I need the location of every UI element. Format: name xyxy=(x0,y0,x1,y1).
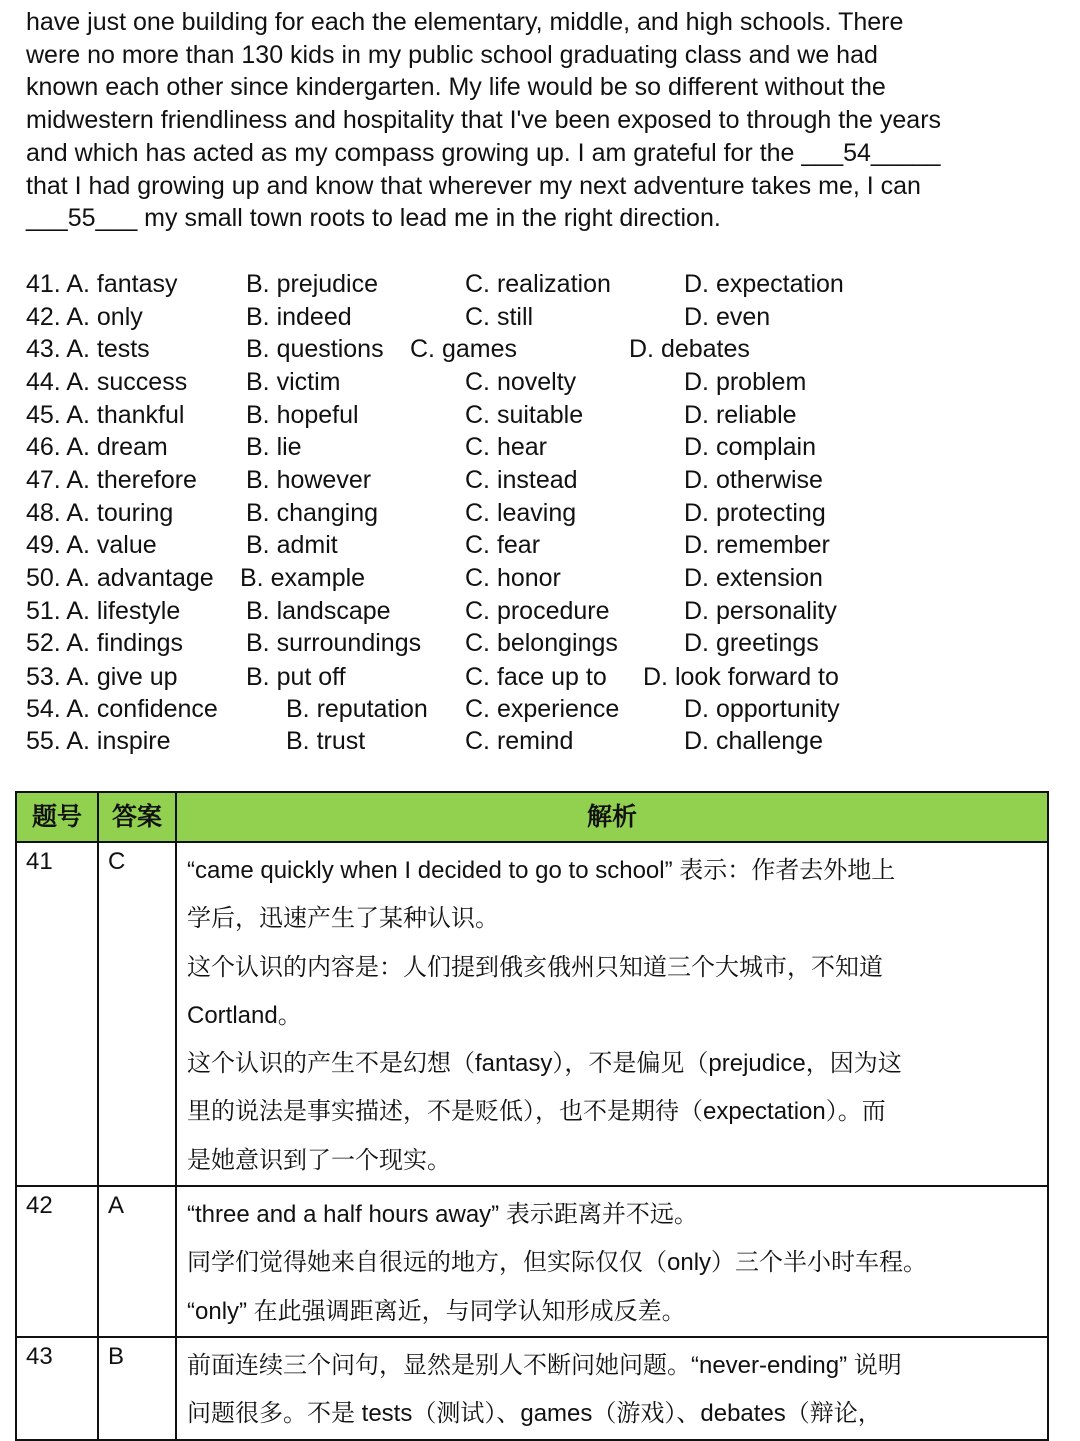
option-d: D. otherwise xyxy=(684,466,823,494)
analysis-line: 同学们觉得她来自很远的地方，但实际仅仅（only）三个半小时车程。 xyxy=(187,1249,928,1277)
option-a: 52. A. findings xyxy=(26,629,184,657)
option-row-55 xyxy=(26,725,1056,757)
option-b: B. example xyxy=(240,564,366,592)
option-a: 43. A. tests xyxy=(26,335,150,363)
option-a: 42. A. only xyxy=(26,303,143,331)
row-num: 43 xyxy=(16,1337,98,1440)
option-b: B. victim xyxy=(246,368,341,396)
option-d: D. reliable xyxy=(684,401,797,429)
option-a: 48. A. touring xyxy=(26,499,174,527)
option-b: B. hopeful xyxy=(246,401,359,429)
option-d: D. even xyxy=(684,303,771,331)
option-row-47 xyxy=(26,464,1056,496)
passage-line: ___55___ my small town roots to lead me in the right direction. xyxy=(26,204,721,233)
passage-line: that I had growing up and know that wherever my next adventure takes me, I can xyxy=(26,171,921,200)
analysis-line: 前面连续三个问句，显然是别人不断问她问题。“never-ending” 说明 xyxy=(187,1351,902,1379)
option-a: 50. A. advantage xyxy=(26,564,214,592)
option-row-43 xyxy=(26,333,1056,365)
option-b: B. lie xyxy=(246,433,302,461)
passage-text xyxy=(26,6,1056,235)
option-a: 44. A. success xyxy=(26,368,188,396)
table-row xyxy=(16,842,1048,1186)
option-d: D. look forward to xyxy=(643,663,839,691)
option-b: B. changing xyxy=(246,499,379,527)
option-c: C. still xyxy=(465,303,534,331)
option-d: D. challenge xyxy=(684,727,823,755)
option-b: B. landscape xyxy=(246,597,391,625)
option-c: C. novelty xyxy=(465,368,577,396)
option-d: D. remember xyxy=(684,531,830,559)
row-answer: A xyxy=(98,1186,176,1337)
option-b: B. put off xyxy=(246,663,346,691)
option-d: D. expectation xyxy=(684,270,844,298)
option-a: 53. A. give up xyxy=(26,663,178,691)
option-d: D. opportunity xyxy=(684,695,840,723)
option-row-54 xyxy=(26,693,1056,725)
option-b: B. however xyxy=(246,466,372,494)
option-c: C. leaving xyxy=(465,499,577,527)
option-d: D. personality xyxy=(684,597,837,625)
answer-table xyxy=(15,791,1049,1441)
option-row-52 xyxy=(26,627,1056,659)
option-d: D. complain xyxy=(684,433,816,461)
option-a: 49. A. value xyxy=(26,531,157,559)
option-b: B. admit xyxy=(246,531,338,559)
option-a: 47. A. therefore xyxy=(26,466,197,494)
passage-line: have just one building for each the elementary, middle, and high schools. There xyxy=(26,8,904,36)
passage-line: known each other since kindergarten. My life would be so different without the xyxy=(26,73,886,102)
option-d: D. debates xyxy=(629,335,750,363)
analysis-line: “only” 在此强调距离近，与同学认知形成反差。 xyxy=(187,1297,686,1325)
row-num: 42 xyxy=(16,1186,98,1337)
row-answer: C xyxy=(98,842,176,1186)
option-row-42 xyxy=(26,301,1056,333)
option-c: C. hear xyxy=(465,433,547,461)
option-d: D. problem xyxy=(684,368,807,396)
passage-line: and which has acted as my compass growing up. I am grateful for the ___54_____ xyxy=(26,138,941,167)
option-d: D. protecting xyxy=(684,499,826,527)
row-num: 41 xyxy=(16,842,98,1186)
option-row-49 xyxy=(26,529,1056,561)
row-answer: B xyxy=(98,1337,176,1440)
option-a: 51. A. lifestyle xyxy=(26,597,181,625)
header-analysis: 解析 xyxy=(176,792,1048,842)
row-analysis xyxy=(176,842,1048,1186)
analysis-line: 问题很多。不是 tests（测试）、games（游戏）、debates（辩论， xyxy=(187,1400,882,1428)
option-row-45 xyxy=(26,399,1056,431)
option-c: C. procedure xyxy=(465,597,610,625)
option-d: D. extension xyxy=(684,564,823,592)
analysis-line: “three and a half hours away” 表示距离并不远。 xyxy=(187,1201,698,1229)
option-row-51 xyxy=(26,595,1056,627)
option-row-50 xyxy=(26,562,1056,594)
option-a: 54. A. confidence xyxy=(26,695,218,723)
analysis-line: 学后，迅速产生了某种认识。 xyxy=(187,905,499,933)
option-row-48 xyxy=(26,497,1056,529)
analysis-line: 是她意识到了一个现实。 xyxy=(187,1146,451,1174)
option-c: C. games xyxy=(410,335,517,363)
analysis-line: 这个认识的产生不是幻想（fantasy），不是偏见（prejudice，因为这 xyxy=(187,1050,902,1078)
row-analysis xyxy=(176,1337,1048,1440)
analysis-line: Cortland。 xyxy=(187,1001,302,1029)
option-b: B. prejudice xyxy=(246,270,379,298)
option-row-41 xyxy=(26,268,1056,300)
option-c: C. experience xyxy=(465,695,620,723)
analysis-line: “came quickly when I decided to go to school” 表示：作者去外地上 xyxy=(187,857,896,884)
option-c: C. remind xyxy=(465,727,574,755)
option-a: 41. A. fantasy xyxy=(26,270,178,298)
passage-line: were no more than 130 kids in my public school graduating class and we had xyxy=(26,40,878,69)
option-row-44 xyxy=(26,366,1056,398)
option-b: B. reputation xyxy=(286,695,428,723)
option-c: C. honor xyxy=(465,564,561,592)
analysis-line: 里的说法是事实描述，不是贬低），也不是期待（expectation）。而 xyxy=(187,1098,886,1126)
option-c: C. belongings xyxy=(465,629,618,657)
passage-line: midwestern friendliness and hospitality that I've been exposed to through the years xyxy=(26,106,942,135)
option-a: 55. A. inspire xyxy=(26,727,171,755)
option-b: B. trust xyxy=(286,727,366,755)
option-b: B. indeed xyxy=(246,303,352,331)
option-row-53 xyxy=(26,661,1056,693)
option-c: C. fear xyxy=(465,531,541,559)
option-row-46 xyxy=(26,431,1056,463)
header-num: 题号 xyxy=(16,792,98,842)
option-c: C. face up to xyxy=(465,663,607,691)
analysis-line: 这个认识的内容是：人们提到俄亥俄州只知道三个大城市，不知道 xyxy=(187,953,883,981)
option-b: B. surroundings xyxy=(246,629,422,657)
option-a: 45. A. thankful xyxy=(26,401,185,429)
option-d: D. greetings xyxy=(684,629,819,657)
option-a: 46. A. dream xyxy=(26,433,168,461)
option-b: B. questions xyxy=(246,335,384,363)
table-row xyxy=(16,1186,1048,1337)
table-header-row xyxy=(16,792,1048,842)
header-answer: 答案 xyxy=(98,792,176,842)
table-row xyxy=(16,1337,1048,1440)
row-analysis xyxy=(176,1186,1048,1337)
option-c: C. suitable xyxy=(465,401,584,429)
option-c: C. instead xyxy=(465,466,578,494)
options-list xyxy=(26,268,1056,758)
option-c: C. realization xyxy=(465,270,611,298)
